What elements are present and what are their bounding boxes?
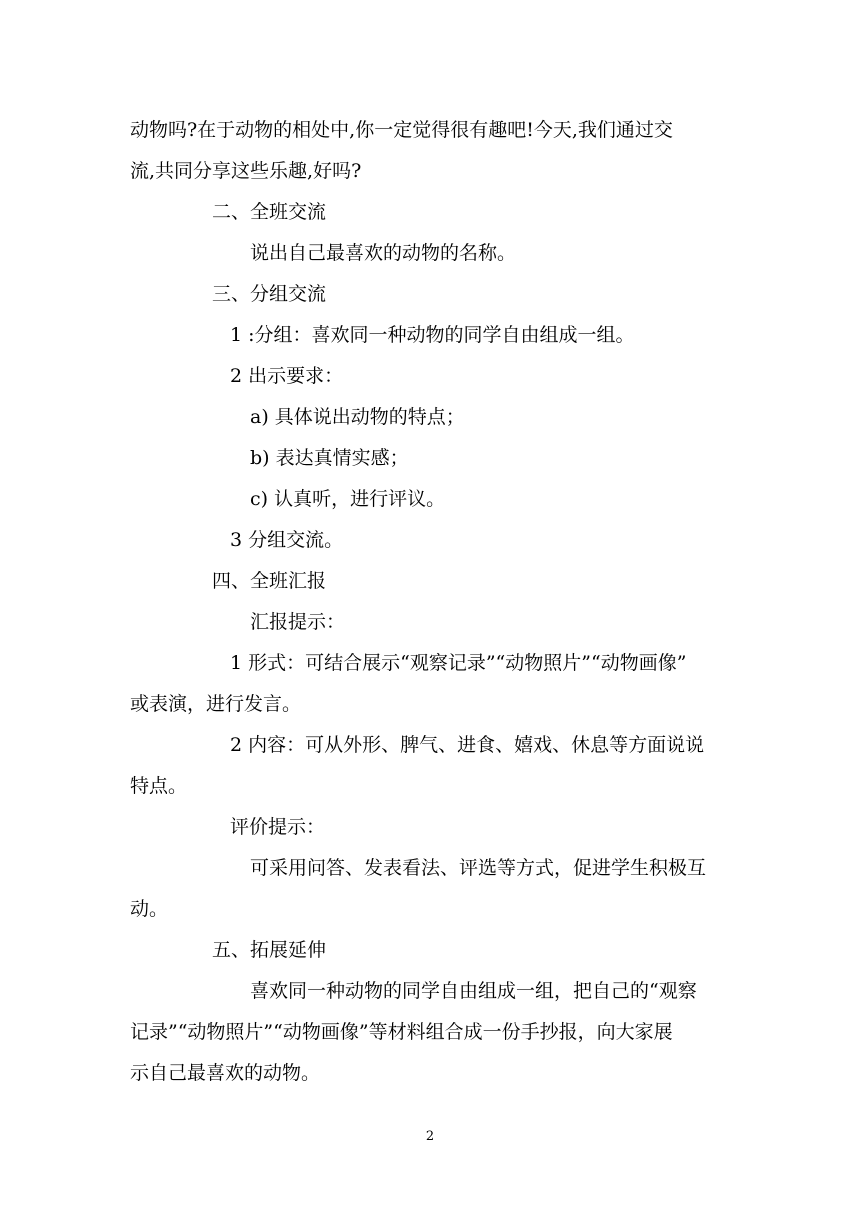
text-line: 记录”“动物照片”“动物画像”等材料组合成一份手抄报，向大家展: [130, 1021, 673, 1043]
list-item: 2 内容：可从外形、脾气、进食、嬉戏、休息等方面说说: [230, 734, 705, 756]
text-line: 喜欢同一种动物的同学自由组成一组，把自己的“观察: [250, 980, 697, 1002]
text-line: 动。: [130, 898, 169, 920]
page-number: 2: [425, 1129, 435, 1144]
sub-list-item: b) 表达真情实感；: [250, 447, 409, 469]
text-line: 汇报提示：: [250, 611, 346, 633]
list-item: 1 形式：可结合展示“观察记录”“动物照片”“动物画像”: [230, 652, 687, 674]
text-line: 示自己最喜欢的动物。: [130, 1062, 321, 1084]
text-line: 说出自己最喜欢的动物的名称。: [250, 242, 517, 264]
list-item: 3 分组交流。: [230, 529, 344, 551]
text-line: 评价提示：: [230, 816, 326, 838]
section-heading: 三、分组交流: [212, 283, 327, 305]
list-item: 1 :分组：喜欢同一种动物的同学自由组成一组。: [230, 324, 635, 346]
text-line: 可采用问答、发表看法、评选等方式，促进学生积极互: [250, 857, 707, 879]
list-item: 2 出示要求：: [230, 365, 344, 387]
sub-list-item: a) 具体说出动物的特点；: [250, 406, 465, 428]
text-line: 流,共同分享这些乐趣,好吗?: [130, 160, 362, 182]
text-line: 特点。: [130, 775, 188, 797]
section-heading: 五、拓展延伸: [212, 939, 327, 961]
sub-list-item: c) 认真听，进行评议。: [250, 488, 446, 510]
section-heading: 四、全班汇报: [212, 570, 327, 592]
text-line: 或表演，进行发言。: [130, 693, 302, 715]
text-line: 动物吗?在于动物的相处中,你一定觉得很有趣吧!今天,我们通过交: [130, 119, 673, 141]
section-heading: 二、全班交流: [212, 201, 327, 223]
